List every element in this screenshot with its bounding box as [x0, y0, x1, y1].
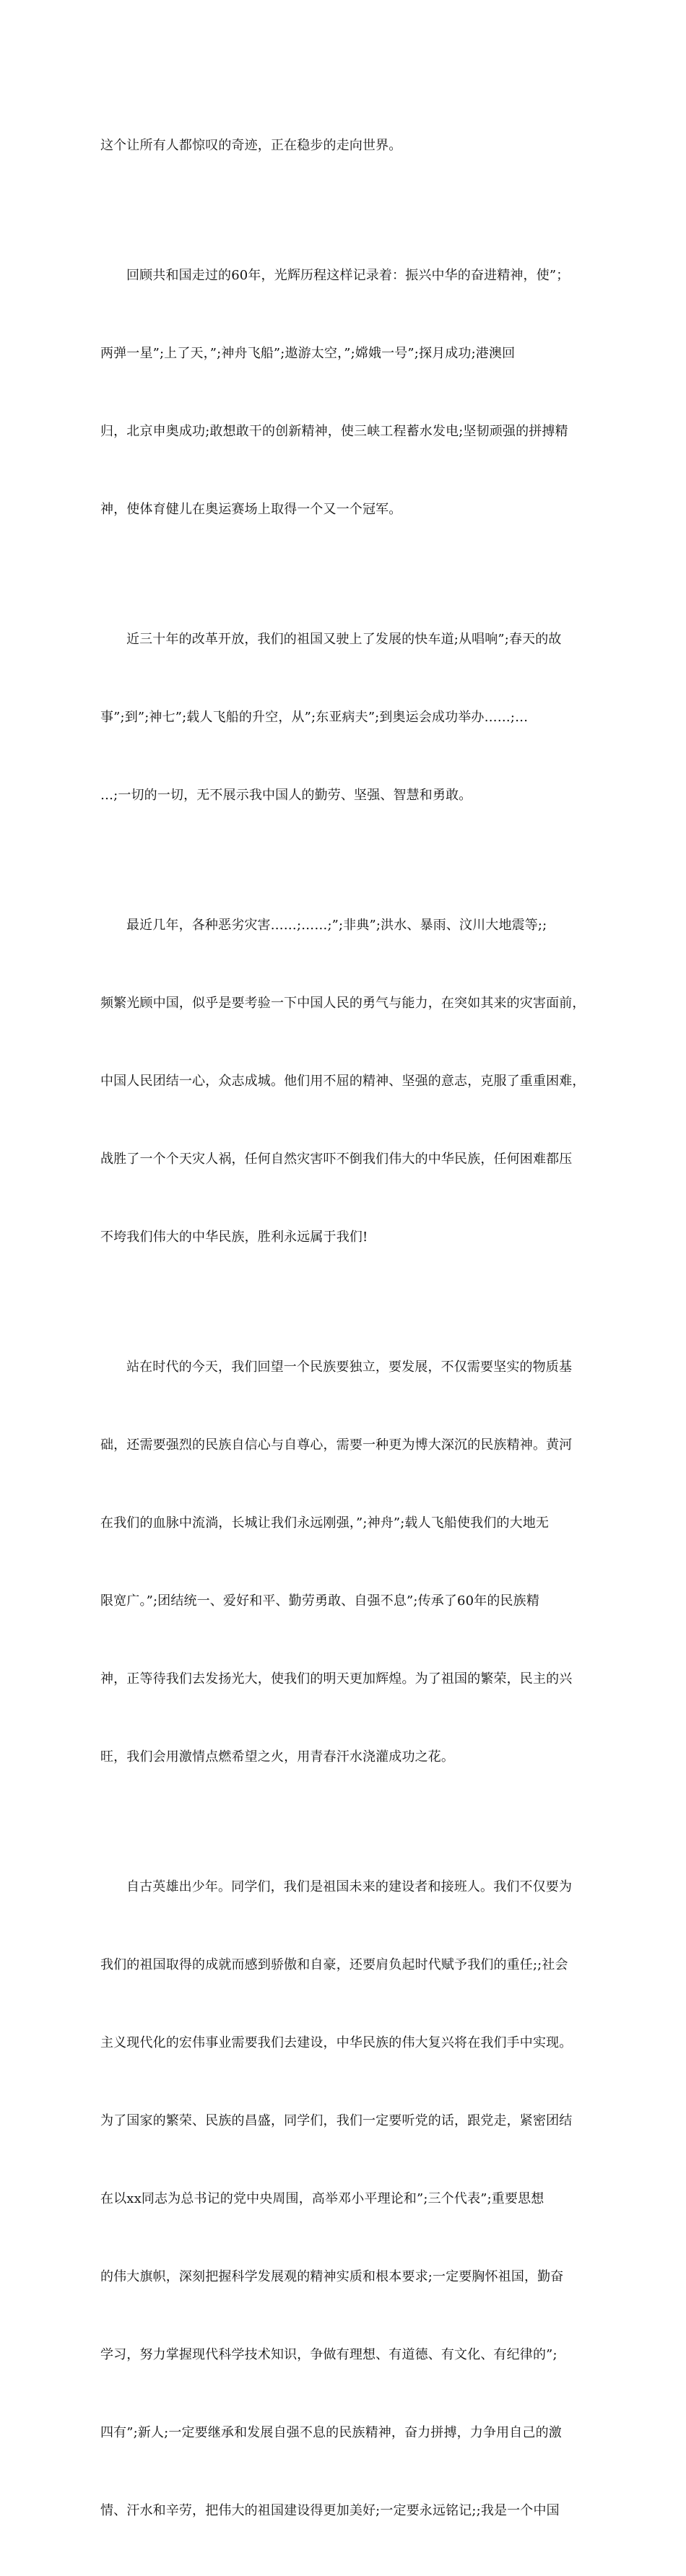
text-line: 近三十年的改革开放，我们的祖国又驶上了发展的快车道;从唱响”;春天的故 — [126, 632, 562, 647]
text-line: 站在时代的今天，我们回望一个民族要独立，要发展，不仅需要坚实的物质基 — [126, 1359, 573, 1375]
text-line: 我们的祖国取得的成就而感到骄傲和自豪，还要肩负起时代赋予我们的重任;;社会 — [100, 1957, 568, 1972]
text-line: 不垮我们伟大的中华民族，胜利永远属于我们! — [100, 1230, 368, 1245]
paragraph-6 — [100, 1822, 588, 2576]
text-line: 四有”;新人;一定要继承和发展自强不息的民族精神，奋力拼搏，力争用自己的激 — [100, 2425, 562, 2440]
text-line: 在以xx同志为总书记的党中央周围，高举邓小平理论和”;三个代表”;重要思想 — [100, 2191, 544, 2206]
text-line: 自古英雄出少年。同学们，我们是祖国未来的建设者和接班人。我们不仅要为 — [126, 1879, 573, 1894]
text-line: 事”;到”;神七”;载人飞船的升空，从”;东亚病夫”;到奥运会成功举办……;… — [100, 710, 529, 725]
text-line: 最近几年，各种恶劣灾害……;……;”;非典”;洪水、暴雨、汶川大地震等;; — [126, 918, 547, 933]
paragraph-4 — [100, 861, 588, 1302]
text-line: …;一切的一切，无不展示我中国人的勤劳、坚强、智慧和勇敢。 — [100, 788, 472, 803]
paragraph-5 — [100, 1302, 588, 1822]
text-line: 中国人民团结一心，众志成城。他们用不屈的精神、坚强的意志，克服了重重困难， — [100, 1074, 586, 1089]
paragraph-2 — [100, 211, 588, 575]
text-line: 神，正等待我们去发扬光大，使我们的明天更加辉煌。为了祖国的繁荣，民主的兴 — [100, 1671, 573, 1687]
paragraph-1 — [100, 81, 588, 211]
text-line: 神，使体育健儿在奥运赛场上取得一个又一个冠军。 — [100, 502, 402, 517]
text-line: 战胜了一个个天灾人祸，任何自然灾害吓不倒我们伟大的中华民族，任何困难都压 — [100, 1152, 573, 1167]
text-line: 限宽广。”;团结统一、爱好和平、勤劳勇敢、自强不息”;传承了60年的民族精 — [100, 1593, 539, 1609]
text-line: 回顾共和国走过的60年，光辉历程这样记录着：振兴中华的奋进精神，使”； — [126, 268, 570, 283]
text-line: 主义现代化的宏伟事业需要我们去建设，中华民族的伟大复兴将在我们手中实现。 — [100, 2035, 573, 2050]
text-line: 归，北京申奥成功;敢想敢干的创新精神，使三峡工程蓄水发电;坚韧顽强的拼搏精 — [100, 424, 568, 439]
text-line: 旺，我们会用激情点燃希望之火，用青春汗水浇灌成功之花。 — [100, 1749, 455, 1765]
text-line: 在我们的血脉中流淌，长城让我们永远刚强，”;神舟”;载人飞船使我们的大地无 — [100, 1515, 550, 1531]
text-line: 的伟大旗帜，深刻把握科学发展观的精神实质和根本要求;一定要胸怀祖国，勤奋 — [100, 2269, 564, 2284]
text-line: 频繁光顾中国，似乎是要考验一下中国人民的勇气与能力，在突如其来的灾害面前， — [100, 996, 586, 1011]
document-body — [100, 81, 588, 2576]
text-line: 这个让所有人都惊叹的奇迹，正在稳步的走向世界。 — [100, 138, 402, 153]
text-line: 学习，努力掌握现代科学技术知识，争做有理想、有道德、有文化、有纪律的”; — [100, 2347, 557, 2362]
paragraph-3 — [100, 575, 588, 861]
text-line: 情、汗水和辛劳，把伟大的祖国建设得更加美好;一定要永远铭记;;我是一个中国 — [100, 2503, 560, 2518]
text-line: 础，还需要强烈的民族自信心与自尊心，需要一种更为博大深沉的民族精神。黄河 — [100, 1437, 573, 1453]
text-line: 两弹一星”;上了天，”;神舟飞船”;遨游太空，”;嫦娥一号”;探月成功;港澳回 — [100, 346, 516, 361]
text-line: 为了国家的繁荣、民族的昌盛，同学们，我们一定要听党的话，跟党走，紧密团结 — [100, 2113, 573, 2128]
